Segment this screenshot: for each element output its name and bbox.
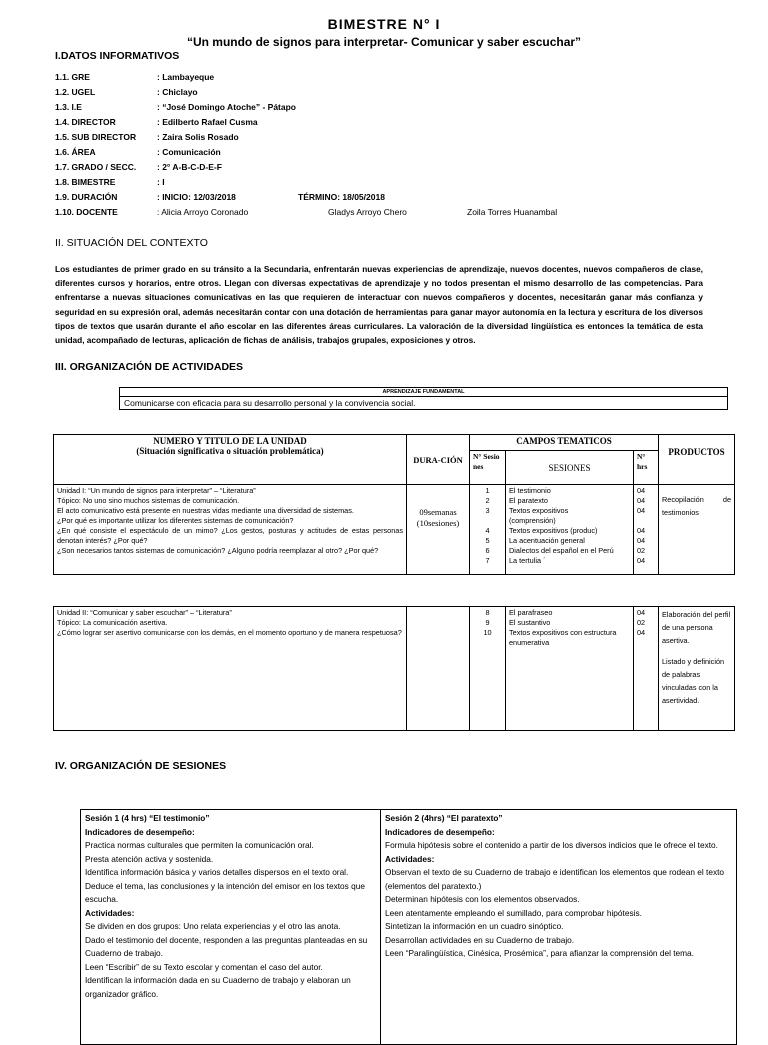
aprendizaje-header: APRENDIZAJE FUNDAMENTAL xyxy=(120,388,728,397)
activity: Sintetizan la información en un cuadro sinóptico. xyxy=(385,921,564,931)
session-2-activities-label: Actividades: xyxy=(385,853,435,864)
info-value: : I xyxy=(157,177,165,187)
info-value: : Comunicación xyxy=(157,147,221,157)
unit1-line: El acto comunicativo está presente en nuestras vidas mediante una diversidad de sistemas. xyxy=(57,506,354,515)
session-name: El paratexto xyxy=(509,496,548,505)
document-subtitle: “Un mundo de signos para interpretar- Comunicar y saber escuchar” xyxy=(186,35,582,49)
unit1-line: Tópico: No uno sino muchos sistemas de comunicación. xyxy=(57,496,240,505)
indicator: Practica normas culturales que permiten la comunicación oral. xyxy=(85,840,314,850)
session-name: La acentuación general xyxy=(509,536,585,545)
info-label: 1.4. DIRECTOR xyxy=(55,117,116,127)
section1-heading: I.DATOS INFORMATIVOS xyxy=(55,50,180,62)
activity: Leen “Escribir” de su Texto escolar y comentan el caso del autor. xyxy=(85,961,323,972)
activity: Identifican la información dada en su Cuaderno de trabajo y elaboran un organizador gráfico. xyxy=(85,975,351,999)
info-label: 1.2. UGEL xyxy=(55,87,96,97)
unit1-situation xyxy=(54,485,407,575)
unit1-product: Recopilación de testimonios xyxy=(659,485,735,575)
unit-title-header xyxy=(54,435,407,485)
teacher-2: Gladys Arroyo Chero xyxy=(328,207,407,217)
session-number: 9 xyxy=(485,618,490,627)
activity: Leen “Paralingüística, Cinésica, Prosémica”, para afianzar la comprensión del tema. xyxy=(385,948,694,958)
session-1-cell xyxy=(81,810,381,1045)
info-value: : “José Domingo Atoche” - Pátapo xyxy=(157,102,297,112)
info-label: 1.10. DOCENTE xyxy=(55,207,118,217)
unit2-situation xyxy=(54,607,407,731)
unit1-sessions xyxy=(506,485,634,575)
aprendizaje-text: Comunicarse con eficacia para su desarrollo personal y la convivencia social. xyxy=(120,397,728,410)
unit2-line: Tópico: La comunicación asertiva. xyxy=(57,618,168,627)
info-label: 1.3. I.E xyxy=(55,102,82,112)
productos-header: PRODUCTOS xyxy=(659,435,735,485)
session-1-indicators-label: Indicadores de desempeño: xyxy=(85,826,195,837)
session-number: 10 xyxy=(483,628,492,637)
unit-table-2 xyxy=(53,606,735,731)
section4-heading: IV. ORGANIZACIÓN DE SESIONES xyxy=(55,760,227,772)
info-label: 1.7. GRADO / SECC. xyxy=(55,162,137,172)
session-number xyxy=(473,516,502,526)
duration-start: : INICIO: 12/03/2018 xyxy=(157,192,236,202)
session-name: Textos expositivos (produc) xyxy=(509,526,598,535)
session-number: 4 xyxy=(485,526,490,535)
unit1-hours xyxy=(634,485,659,575)
teacher-3: Zoila Torres Huanambal xyxy=(467,207,558,217)
session-number: 7 xyxy=(485,556,490,565)
session-hours: 02 xyxy=(637,546,646,555)
unit1-line: ¿Por qué es importante utilizar los diferentes sistemas de comunicación? xyxy=(57,516,294,525)
unit1-duration: 09semanas (10sesiones) xyxy=(407,485,470,575)
section3-heading: III. ORGANIZACIÓN DE ACTIVIDADES xyxy=(55,361,244,373)
unit1-session-numbers xyxy=(470,485,506,575)
indicator: Deduce el tema, las conclusiones y la intención del emisor en los textos que escucha. xyxy=(85,880,365,904)
unit-table-1 xyxy=(53,434,735,575)
sesiones-header: SESIONES xyxy=(506,451,634,485)
unit2-session-numbers xyxy=(470,607,506,731)
info-label: 1.6. ÁREA xyxy=(55,147,96,157)
unit-title-header-line2: (Situación significativa o situación problemática) xyxy=(136,446,324,456)
session-number: 1 xyxy=(485,486,490,495)
unit2-duration xyxy=(407,607,470,731)
session-number: 5 xyxy=(485,536,490,545)
unit2-product: Listado y definición de palabras vinculadas con la asertividad. xyxy=(662,657,725,705)
hrs-header: N° hrs xyxy=(634,451,659,485)
unit-title-header-line1: NUMERO Y TITULO DE LA UNIDAD xyxy=(153,436,307,446)
unit1-line: ¿Son necesarios tantos sistemas de comunicación? ¿Alguno podría reemplazar al otro? ¿Por qué? xyxy=(57,546,379,555)
session-hours: 04 xyxy=(637,556,646,565)
session-number: 3 xyxy=(485,506,490,515)
unit2-product: Elaboración del perfil de una persona asertiva. xyxy=(662,610,731,645)
session-name: Textos expositivos xyxy=(509,506,569,515)
activity: Leen atentamente empleando el sumillado, para comprobar hipótesis. xyxy=(385,907,642,918)
context-paragraph: Los estudiantes de primer grado en su tránsito a la Secundaria, enfrentarán nuevas experiencias de aprendizaje, nuevos docentes, nuevos compañeros de clase, diferentes cursos y horarios, entre otros. Llegan con diversas expectativas de aprendizaje y no todos presentan el mismo desarrollo de las competencias. Para enfrentarse a nuevas situaciones comunicativas en las que requieren de interactuar con nuevos compañeros y docentes, necesitarán ganar más confianza y seguridad en su expresión oral, además necesitarán contar con una dotación de herramientas para ganar mayor autonomía en la lectura y escritura de los diversos tipos de textos que usarán durante el año escolar en las diferentes áreas curriculares. La valoración de la diversidad lingüística es entonces la temática de esta unidad, acompañado de lecturas, aplicación de fichas de análisis, trabajos grupales, exposiciones y otros. xyxy=(55,264,703,346)
session-name: El testimonio xyxy=(509,486,551,495)
section2-heading: II. SITUACIÓN DEL CONTEXTO xyxy=(55,237,208,249)
session-name: Dialectos del español en el Perú xyxy=(509,546,614,555)
aprendizaje-table xyxy=(119,387,728,410)
session-name: El sustantivo xyxy=(509,618,551,627)
activity: Se dividen en dos grupos: Uno relata experiencias y el otro las anota. xyxy=(85,921,341,931)
session-hours: 04 xyxy=(637,496,646,505)
unit2-line: ¿Cómo lograr ser asertivo comunicarse con los demás, en el momento oportuno y de manera respetuosa? xyxy=(57,628,402,637)
document-title: BIMESTRE N° I xyxy=(327,16,441,32)
info-label: 1.9. DURACIÓN xyxy=(55,192,118,202)
session-number: 2 xyxy=(485,496,490,505)
session-hours xyxy=(637,516,655,526)
campos-header: CAMPOS TEMATICOS xyxy=(470,435,659,451)
info-value: : 2° A-B-C-D-E-F xyxy=(157,162,222,172)
activity: Dado el testimonio del docente, responden a las preguntas planteadas en su Cuaderno de trabajo. xyxy=(85,934,368,958)
session-1-header: Sesión 1 (4 hrs) “El testimonio” xyxy=(85,813,210,823)
activity: Observan el texto de su Cuaderno de trabajo e identifican los elementos que rodean el texto (elementos del paratexto.) xyxy=(385,867,725,891)
info-label: 1.1. GRE xyxy=(55,72,90,82)
duration-end: TÉRMINO: 18/05/2018 xyxy=(298,192,385,202)
duration-header: DURA-CIÓN xyxy=(407,435,470,485)
info-value: : Edilberto Rafael Cusma xyxy=(157,117,258,127)
indicator: Identifica información básica y varios detalles dispersos en el texto oral. xyxy=(85,867,349,877)
session-2-cell xyxy=(381,810,737,1045)
session-hours: 02 xyxy=(637,618,646,627)
info-label: 1.8. BIMESTRE xyxy=(55,177,116,187)
session-number: 8 xyxy=(485,608,490,617)
session-hours: 04 xyxy=(637,536,646,545)
teacher-1: : Alicia Arroyo Coronado xyxy=(157,207,249,217)
session-hours: 04 xyxy=(637,526,646,535)
session-name: El parafraseo xyxy=(509,608,553,617)
session-hours: 04 xyxy=(637,628,646,637)
activity: Determinan hipótesis con los elementos observados. xyxy=(385,894,580,904)
session-2-indicators-label: Indicadores de desempeño: xyxy=(385,826,495,837)
session-number: 6 xyxy=(485,546,490,555)
session-1-activities-label: Actividades: xyxy=(85,907,135,918)
info-value: : Lambayeque xyxy=(157,72,215,82)
unit1-line: ¿En qué consiste el espectáculo de un mimo? ¿Los gestos, posturas y actitudes de estas personas denotan interés? ¿Por qué? xyxy=(57,526,403,545)
nsesiones-header: N° Sesio nes xyxy=(470,451,506,485)
indicator: Formula hipótesis sobre el contenido a partir de los diversos indicios que le ofrece el texto. xyxy=(385,840,718,850)
info-value: : Chiclayo xyxy=(157,87,198,97)
sessions-table xyxy=(80,809,737,1045)
unit2-sessions xyxy=(506,607,634,731)
session-hours: 04 xyxy=(637,486,646,495)
unit1-line: Unidad I: “Un mundo de signos para interpretar” – “Literatura” xyxy=(57,486,256,495)
unit2-products xyxy=(659,607,735,731)
session-hours: 04 xyxy=(637,506,646,515)
unit2-hours xyxy=(634,607,659,731)
activity: Desarrollan actividades en su Cuaderno de trabajo. xyxy=(385,934,575,945)
session-name: Textos expositivos con estructura enumerativa xyxy=(509,628,617,647)
session-2-header: Sesión 2 (4hrs) “El paratexto” xyxy=(385,813,503,823)
session-name: La tertulia ´ xyxy=(509,556,546,565)
info-label: 1.5. SUB DIRECTOR xyxy=(55,132,137,142)
info-value: : Zaira Solis Rosado xyxy=(157,132,239,142)
session-hours: 04 xyxy=(637,608,646,617)
unit2-line: Unidad II: “Comunicar y saber escuchar” – “Literatura” xyxy=(57,608,232,617)
session-name: (comprensión) xyxy=(509,516,556,525)
indicator: Presta atención activa y sostenida. xyxy=(85,853,214,864)
